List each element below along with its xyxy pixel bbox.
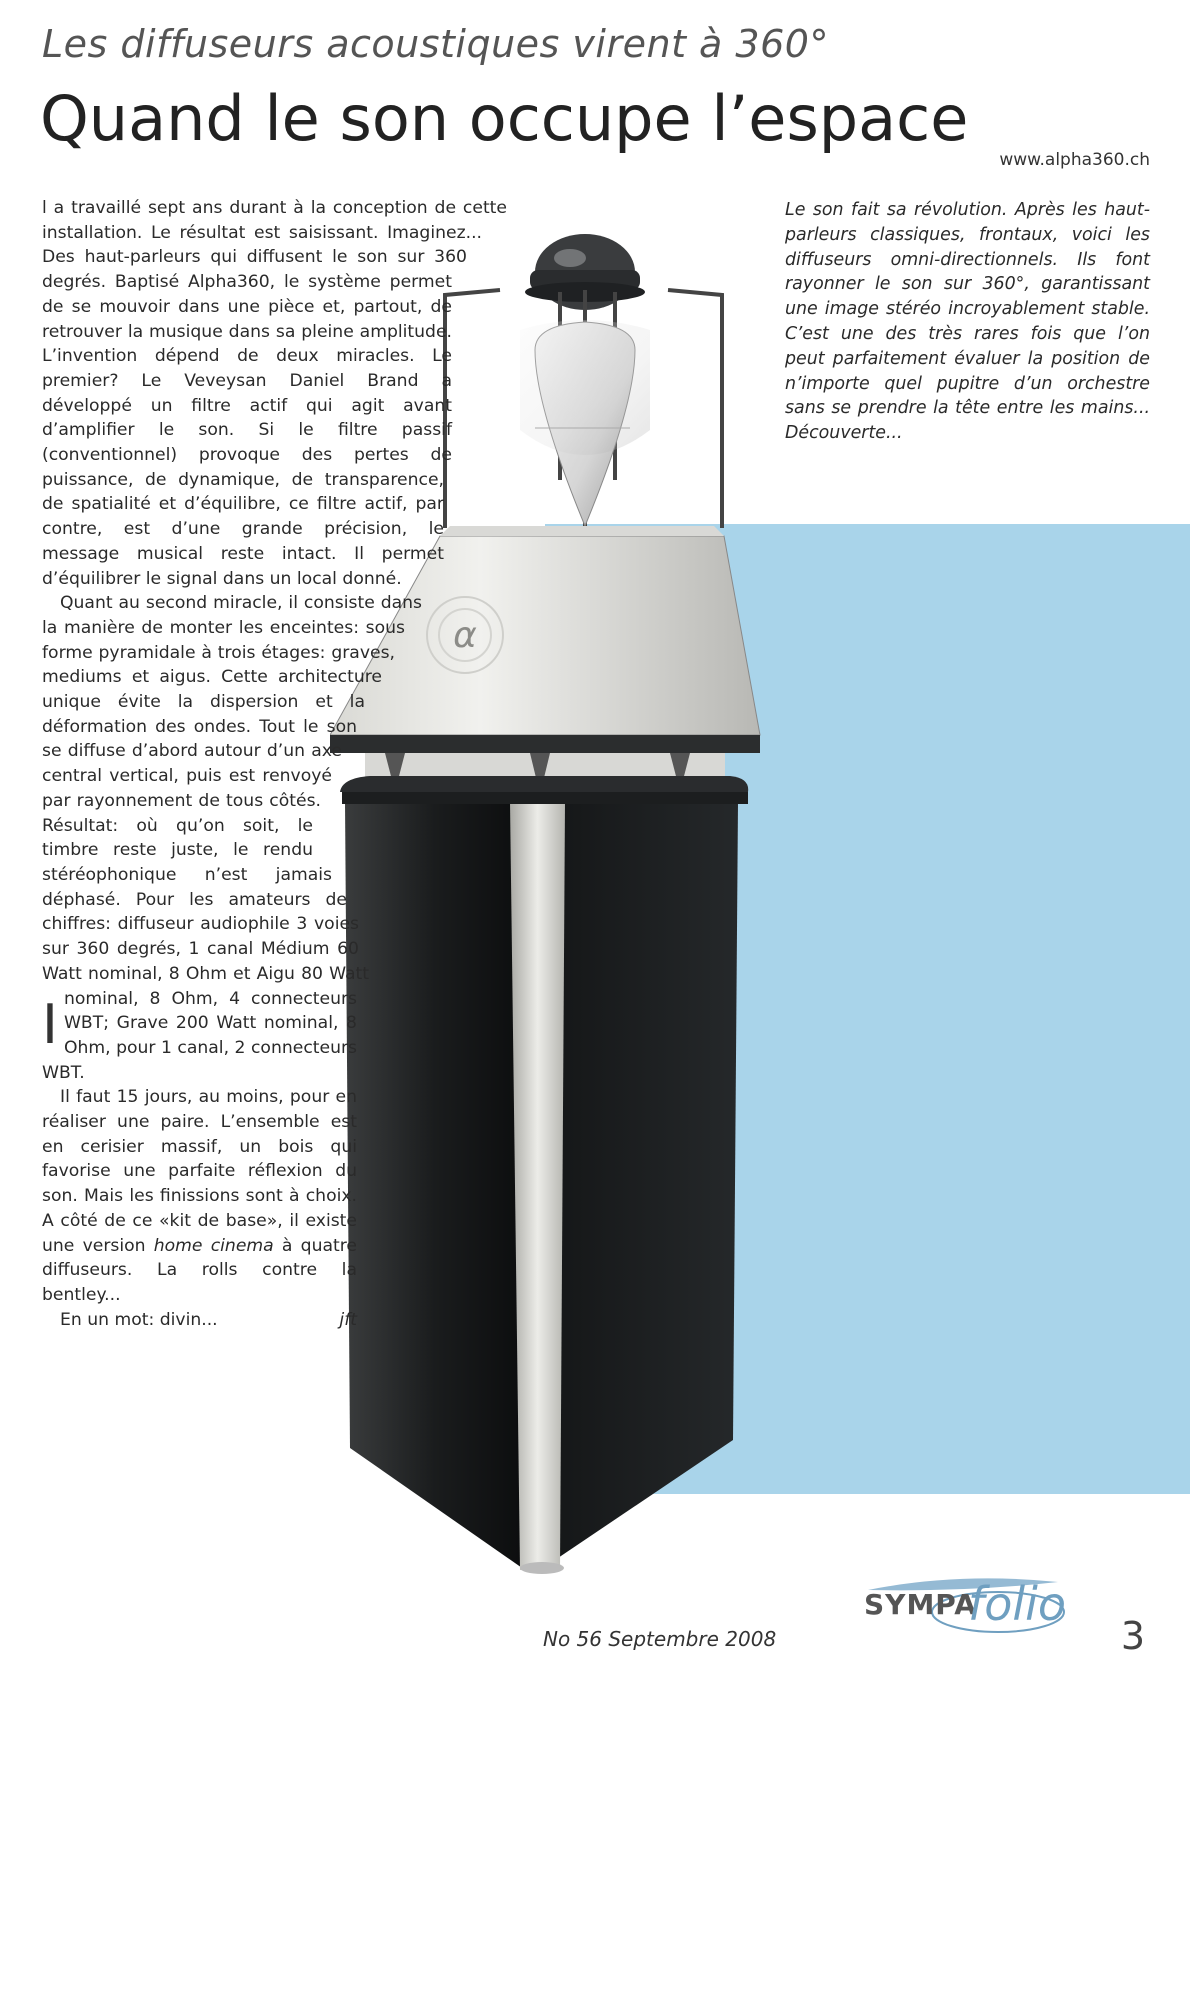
drop-cap: I: [42, 993, 58, 1056]
article-intro: Le son fait sa révolution. Après les haut-parleurs classiques, frontaux, voici les diffuseurs omni-directionnels. Ils font rayonner le son sur 360°, garantissant une image stéréo incroyablement stable. C’est une des très rares fois que l’on peut parfaitement évaluer la position de n’importe quel pupitre d’un orchestre sans se prendre la tête entre les mains... Découverte...: [785, 200, 1150, 444]
paragraph-3: Il faut 15 jours, au moins, pour en réaliser une paire. L’ensemble est en cerisier massif, un bois qui favorise une parfaite réflexion du son. Mais les finissions sont à choix. A côté de ce «kit de base», il existe une version home cinema à quatre diffuseurs. La rolls contre la bentley...: [42, 1087, 357, 1305]
article-kicker: Les diffuseurs acoustiques virent à 360°: [42, 22, 829, 66]
brand-name-part1: SYMPA: [864, 1588, 977, 1621]
website-link[interactable]: www.alpha360.ch: [999, 150, 1150, 170]
sympafolio-logo: [858, 1550, 1068, 1640]
paragraph-2: Quant au second miracle, il consiste dans la manière de monter les enceintes: sous forme pyramidale à trois étages: graves, mediums et aigus. Cette architecture unique évite la dispersion et la déformation des ondes. Tout le son se diffuse d’abord autour d’un axe central vertical, puis est renvoyé par rayonnement de tous côtés. Résultat: où qu’on soit, le timbre reste juste, le rendu stéréophonique n’est jamais déphasé. Pour les amateurs de chiffres: diffuseur audiophile 3 voies sur 360 degrés, 1 canal Médium 60 Watt nominal, 8 Ohm et Aigu 80 Watt nominal, 8 Ohm, 4 connecteurs WBT; Grave 200 Watt nominal, 8 Ohm, pour 1 canal, 2 connecteurs WBT.: [42, 593, 422, 1083]
paragraph-1: I l a travaillé sept ans durant à la conception de cette installation. Le résultat est saisissant. Imaginez... Des haut-parleurs qui diffusent le son sur 360 degrés. Baptisé Alpha360, le système permet de se mouvoir dans une pièce et, partout, de retrouver la musique dans sa pleine amplitude. L’invention dépend de deux miracles. Le premier? Le Veveysan Daniel Brand a développé un filtre actif qui agit avant d’amplifier le son. Si le filtre passif (conventionnel) provoque des pertes de puissance, de dynamique, de transparence, de spatialité et d’équilibre, ce filtre actif, par contre, est d’une grande précision, le message musical reste intact. Il permet d’équilibrer le signal dans un local donné.: [42, 198, 507, 1056]
article-title: Quand le son occupe l’espace: [40, 82, 969, 155]
midrange-sphere: [520, 320, 650, 526]
author-signature: jft: [339, 1309, 357, 1330]
brand-name-part2: folio: [968, 1577, 1067, 1631]
issue-info: No 56 Septembre 2008: [543, 1627, 777, 1651]
closing-line: En un mot: divin... jft: [42, 1308, 507, 1333]
page-number: 3: [1120, 1614, 1145, 1658]
alpha-logo: α: [453, 615, 477, 656]
article-body: [42, 196, 507, 2001]
